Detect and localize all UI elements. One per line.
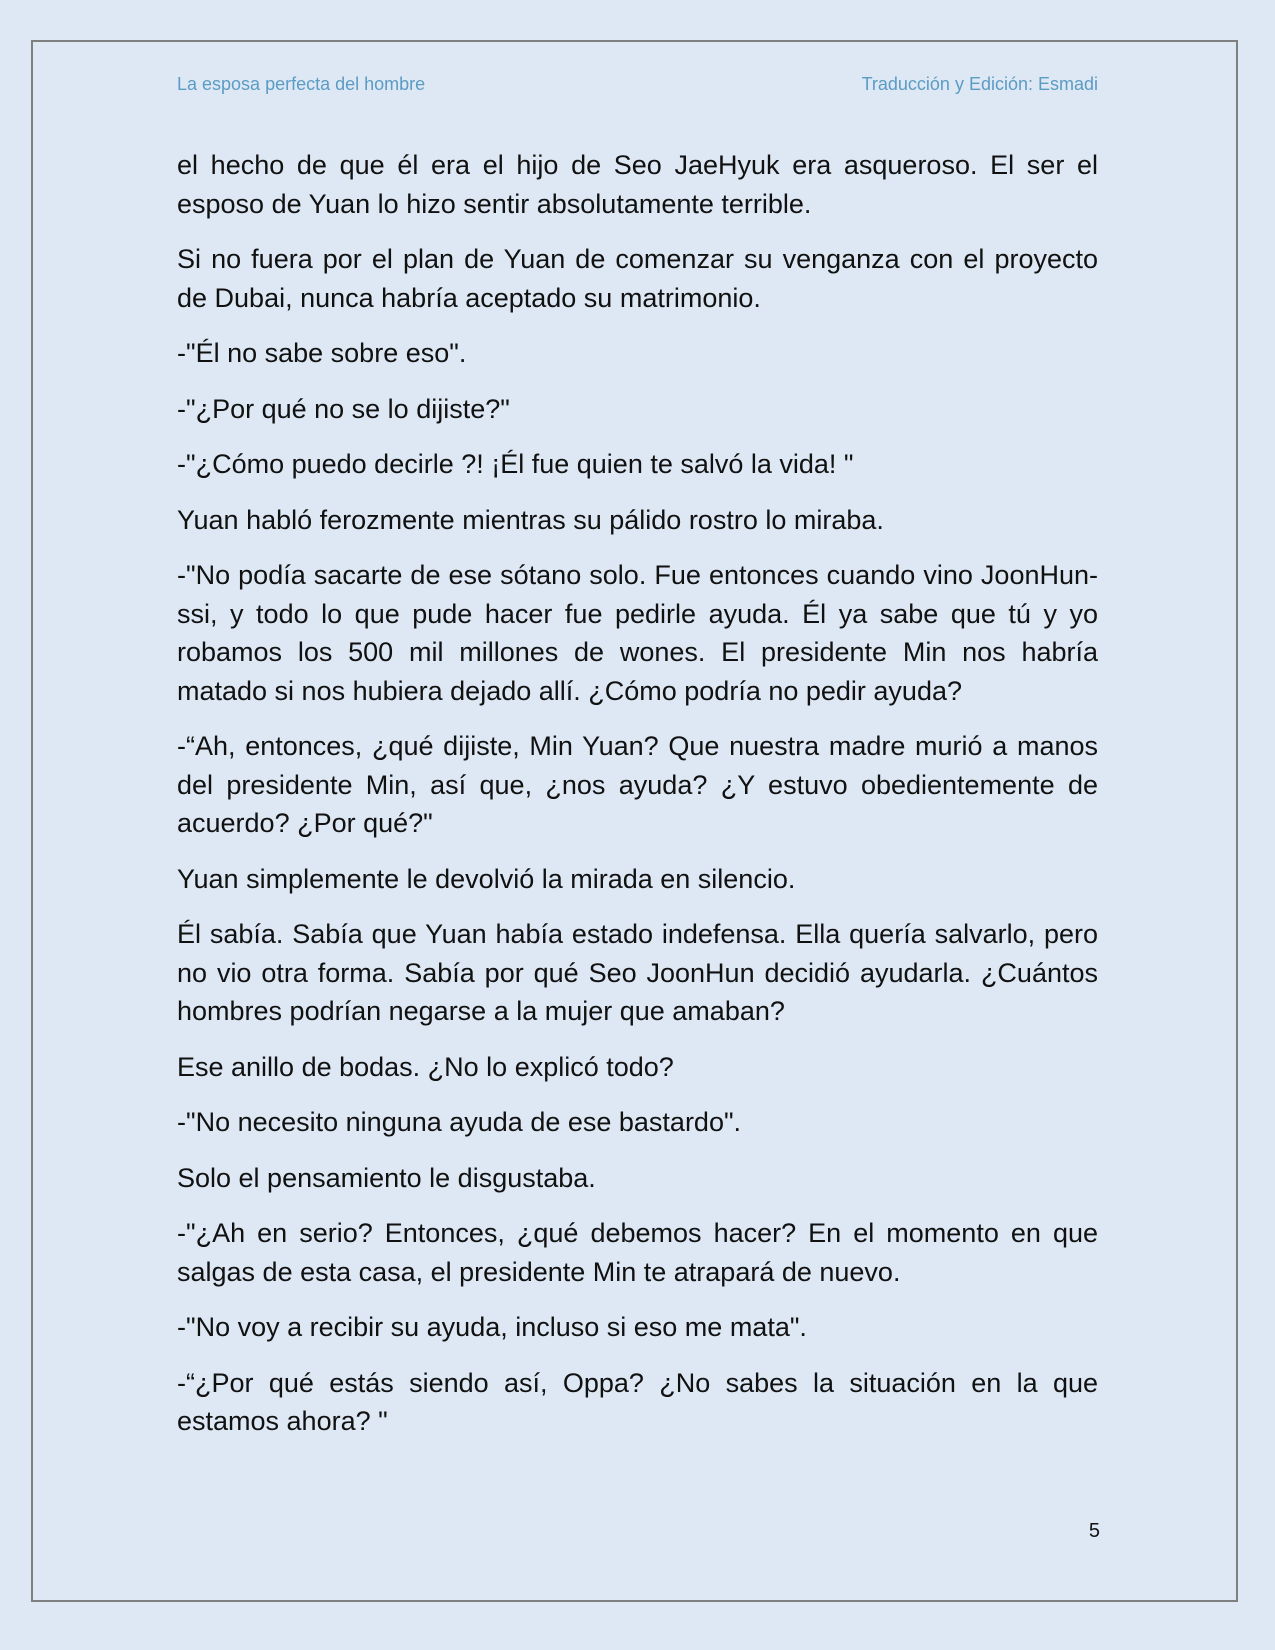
paragraph: Yuan habló ferozmente mientras su pálido rostro lo miraba. <box>177 504 884 535</box>
paragraph: Ese anillo de bodas. ¿No lo explicó todo? <box>177 1051 674 1082</box>
paragraph: -"No necesito ninguna ayuda de ese bastardo". <box>177 1107 742 1137</box>
paragraph: -"¿Cómo puedo decirle ?! ¡Él fue quien te salvó la vida! " <box>177 449 854 479</box>
paragraph: Si no fuera por el plan de Yuan de comenzar su venganza con el proyecto de Dubai, nunca habría aceptado su matrimonio. <box>177 244 1098 313</box>
paragraph: -“¿Por qué estás siendo así, Oppa? ¿No sabes la situación en la que estamos ahora? " <box>177 1367 1098 1436</box>
paragraph: -"¿Ah en serio? Entonces, ¿qué debemos hacer? En el momento en que salgas de esta casa, el presidente Min te atrapará de nuevo. <box>177 1218 1098 1287</box>
body-text <box>177 146 1098 1458</box>
paragraph: -“Ah, entonces, ¿qué dijiste, Min Yuan? Que nuestra madre murió a manos del presidente Min, así que, ¿nos ayuda? ¿Y estuvo obedientemente de acuerdo? ¿Por qué?" <box>177 731 1098 838</box>
paragraph: Solo el pensamiento le disgustaba. <box>177 1162 596 1193</box>
paragraph: -"No voy a recibir su ayuda, incluso si eso me mata". <box>177 1312 807 1342</box>
header-credits: Traducción y Edición: Esmadi <box>861 74 1098 94</box>
paragraph: -"¿Por qué no se lo dijiste?" <box>177 393 510 424</box>
paragraph: -"Él no sabe sobre eso". <box>177 338 467 368</box>
paragraph: Él sabía. Sabía que Yuan había estado indefensa. Ella quería salvarlo, pero no vio otra forma. Sabía por qué Seo JoonHun decidió ayudarla. ¿Cuántos hombres podrían negarse a la mujer que amaban? <box>177 919 1098 1026</box>
page-number: 5 <box>1088 1520 1100 1542</box>
paragraph: Yuan simplemente le devolvió la mirada en silencio. <box>177 863 796 894</box>
page-header <box>177 74 1098 100</box>
paragraph: -"No podía sacarte de ese sótano solo. Fue entonces cuando vino JoonHun-ssi, y todo lo que pude hacer fue pedirle ayuda. Él ya sabe que tú y yo robamos los 500 mil millones de wones. El presidente Min nos habría matado si nos hubiera dejado allí. ¿Cómo podría no pedir ayuda? <box>177 560 1098 706</box>
header-title: La esposa perfecta del hombre <box>177 74 426 94</box>
paragraph: el hecho de que él era el hijo de Seo JaeHyuk era asqueroso. El ser el esposo de Yuan lo hizo sentir absolutamente terrible. <box>177 150 1098 219</box>
